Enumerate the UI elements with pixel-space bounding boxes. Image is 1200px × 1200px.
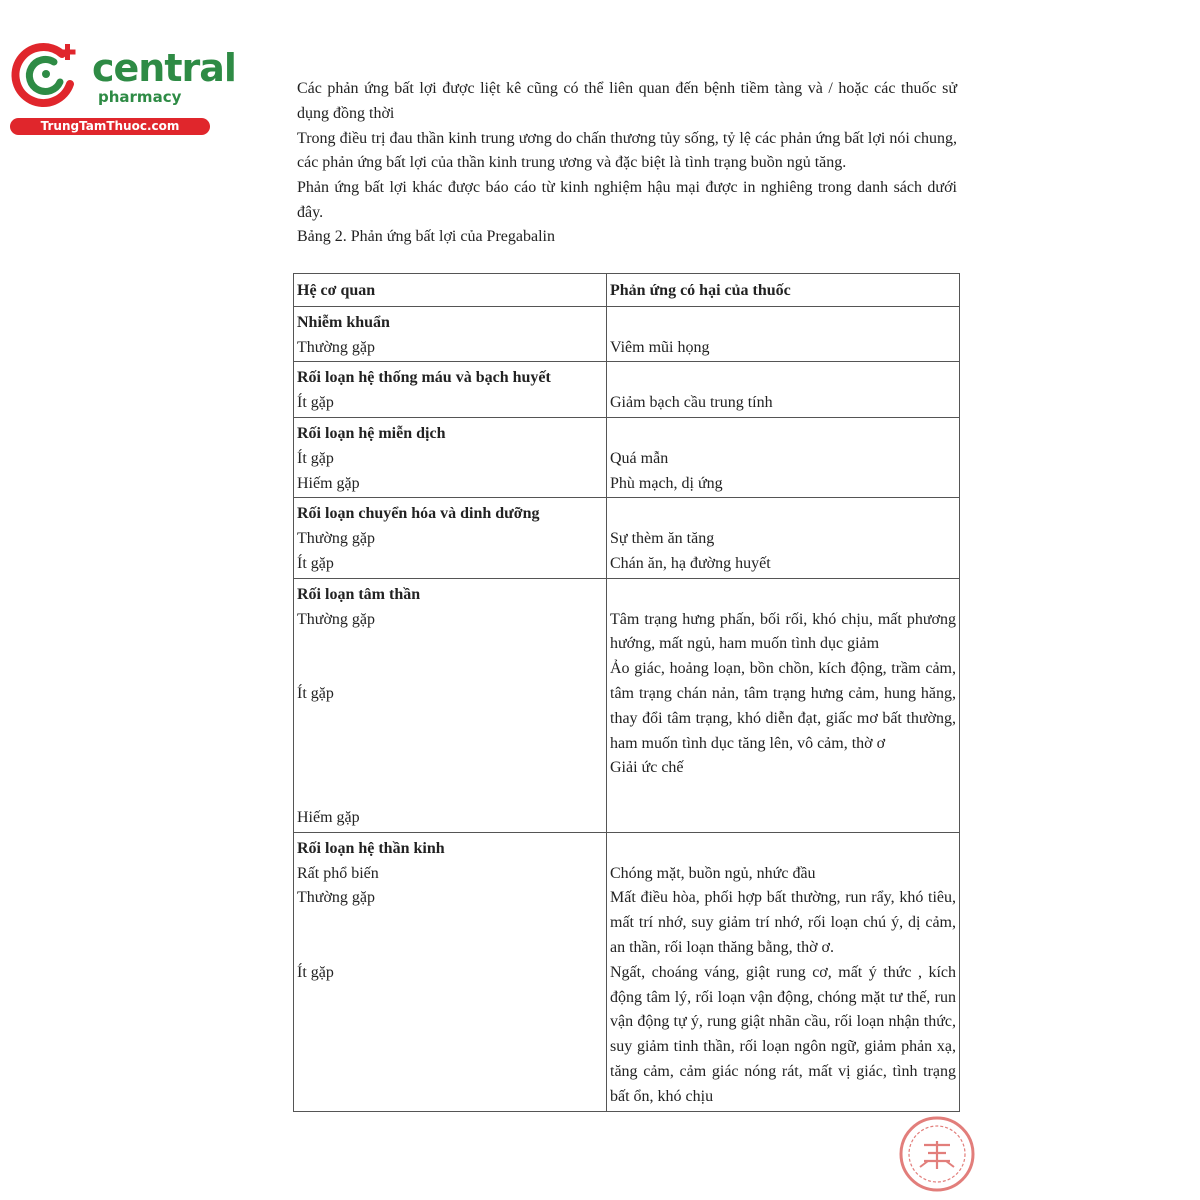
- organ-system-cell: [294, 498, 607, 578]
- reaction-cell: [607, 417, 960, 497]
- paragraph-2: Trong điều trị đau thần kinh trung ương do chấn thương tủy sống, tỷ lệ các phản ứng bất lợi nói chung, các phản ứng bất lợi của thần kinh trung ương và đặc biệt là tình trạng buồn ngủ tăng.: [297, 129, 957, 172]
- frequency-label: Hiếm gặp: [297, 474, 360, 492]
- reaction-text: Sự thèm ăn tăng: [610, 530, 715, 548]
- paragraph-3: Phản ứng bất lợi khác được báo cáo từ kinh nghiệm hậu mại được in nghiêng trong danh sách dưới đây.: [297, 179, 957, 221]
- reaction-text: Ngất, choáng váng, giật rung cơ, mất ý thức , kích động tâm lý, rối loạn vận động, chóng mặt tư thế, run vận động tự ý, rung giật nhãn cầu, rối loạn nhận thức, suy giảm tinh thần, rối loạn ngôn ngữ, giảm phản xạ, tăng cảm, cảm giác nóng rát, mất vị giác, tình trạng bất ổn, khó chịu: [610, 963, 956, 1105]
- document-body: [297, 77, 957, 248]
- company-seal-stamp-icon: [898, 1115, 976, 1193]
- reaction-text: Viêm mũi họng: [610, 338, 710, 356]
- reaction-cell: [607, 832, 960, 1111]
- reaction-text: Quá mẫn: [610, 449, 669, 467]
- organ-system-name: Rối loạn hệ thống máu và bạch huyết: [297, 369, 551, 387]
- reaction-text: Giải ức chế: [610, 759, 684, 777]
- organ-system-cell: [294, 417, 607, 497]
- organ-system-name: Rối loạn hệ miễn dịch: [297, 424, 446, 442]
- frequency-label: Hiếm gặp: [297, 808, 360, 826]
- logo-website-bar: TrungTamThuoc.com: [10, 118, 210, 135]
- table-row: [294, 306, 960, 362]
- header-adverse-reaction: Phản ứng có hại của thuốc: [607, 274, 960, 307]
- organ-system-name: Nhiễm khuẩn: [297, 313, 390, 331]
- frequency-label: Rất phổ biến: [297, 864, 379, 882]
- reaction-cell: [607, 498, 960, 578]
- organ-system-cell: [294, 306, 607, 362]
- table-row: [294, 578, 960, 832]
- frequency-label: Ít gặp: [297, 449, 334, 467]
- reaction-text: Chóng mặt, buồn ngủ, nhức đầu: [610, 864, 816, 882]
- frequency-label: Ít gặp: [297, 394, 334, 412]
- logo-name: central: [92, 46, 236, 90]
- frequency-label: Ít gặp: [297, 684, 334, 702]
- logo-subtitle: pharmacy: [98, 88, 182, 106]
- organ-system-name: Rối loạn tâm thần: [297, 585, 421, 603]
- reaction-text: Chán ăn, hạ đường huyết: [610, 554, 771, 572]
- paragraph-1: Các phản ứng bất lợi được liệt kê cũng có thể liên quan đến bệnh tiềm tàng và / hoặc các thuốc sử dụng đồng thời: [297, 80, 957, 122]
- reaction-text: Ảo giác, hoảng loạn, bồn chồn, kích động, trầm cảm, tâm trạng chán nản, tâm trạng hưng cảm, hung hăng, thay đổi tâm trạng, khó diễn đạt, giấc mơ bất thường, ham muốn tình dục tăng lên, vô cảm, thờ ơ: [610, 660, 956, 752]
- table-row: [294, 417, 960, 497]
- frequency-label: Thường gặp: [297, 338, 376, 356]
- reaction-cell: [607, 362, 960, 418]
- reaction-text: Phù mạch, dị ứng: [610, 474, 723, 492]
- frequency-label: Ít gặp: [297, 554, 334, 572]
- reaction-text: Tâm trạng hưng phấn, bối rối, khó chịu, mất phương hướng, mất ngủ, ham muốn tình dục giảm: [610, 610, 956, 653]
- organ-system-name: Rối loạn chuyển hóa và dinh dưỡng: [297, 505, 540, 523]
- table-row: [294, 362, 960, 418]
- table-caption: Bảng 2. Phản ứng bất lợi của Pregabalin: [297, 227, 555, 245]
- adverse-reactions-table: [293, 273, 960, 1112]
- frequency-label: Thường gặp: [297, 610, 376, 628]
- header-organ-system: Hệ cơ quan: [294, 274, 607, 307]
- reaction-cell: [607, 578, 960, 832]
- organ-system-cell: [294, 362, 607, 418]
- table-header-row: [294, 274, 960, 307]
- table-row: [294, 832, 960, 1111]
- organ-system-cell: [294, 578, 607, 832]
- frequency-label: Ít gặp: [297, 963, 334, 981]
- frequency-label: Thường gặp: [297, 889, 376, 907]
- organ-system-name: Rối loạn hệ thần kinh: [297, 839, 445, 857]
- reaction-text: Mất điều hòa, phối hợp bất thường, run rẩy, khó tiêu, mất trí nhớ, suy giảm trí nhớ, rối loạn chú ý, dị cảm, an thần, rối loạn thăng bằng, thờ ơ.: [610, 889, 956, 956]
- organ-system-cell: [294, 832, 607, 1111]
- reaction-cell: [607, 306, 960, 362]
- central-pharmacy-logo[interactable]: [10, 38, 236, 138]
- frequency-label: Thường gặp: [297, 530, 376, 548]
- reaction-text: Giảm bạch cầu trung tính: [610, 394, 773, 412]
- pharmacy-cross-logo-icon: [10, 38, 82, 110]
- table-row: [294, 498, 960, 578]
